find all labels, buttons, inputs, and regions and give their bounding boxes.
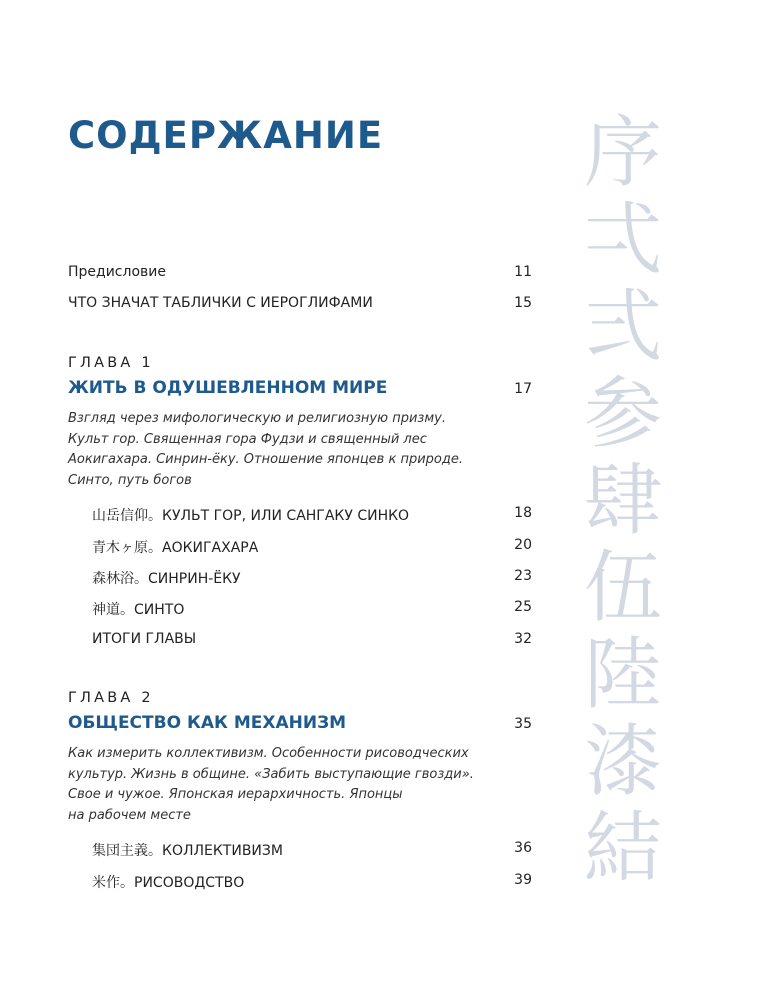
section-kanji: 森林浴。 (92, 571, 148, 587)
section-label: СИНТО (134, 602, 185, 618)
toc-section[interactable] (92, 599, 184, 619)
description-line: Синто, путь богов (68, 472, 192, 488)
toc-entry-tablets[interactable]: ЧТО ЗНАЧАТ ТАБЛИЧКИ С ИЕРОГЛИФАМИ (68, 295, 373, 311)
page-number: 20 (514, 537, 532, 553)
page-number: 18 (514, 505, 532, 521)
section-label: РИСОВОДСТВО (134, 875, 245, 891)
section-label: КОЛЛЕКТИВИЗМ (162, 843, 283, 859)
kanji-glyph: 結 (583, 804, 662, 894)
section-label: КУЛЬТ ГОР, ИЛИ САНГАКУ СИНКО (162, 508, 410, 524)
description-line: культур. Жизнь в общине. «Забить выступающие гвозди». (68, 766, 474, 782)
toc-section[interactable] (92, 505, 409, 525)
section-kanji: 集団主義。 (92, 843, 162, 859)
kanji-glyph: 漆 (583, 717, 662, 807)
section-kanji: 山岳信仰。 (92, 508, 162, 524)
page-number: 15 (514, 295, 532, 311)
section-kanji: 神道。 (92, 602, 134, 618)
section-kanji: 青木ヶ原。 (92, 540, 162, 556)
page-number: 17 (514, 381, 532, 397)
chapter-label: ГЛАВА 1 (68, 355, 154, 371)
chapter-description (68, 409, 468, 491)
description-line: на рабочем месте (68, 807, 191, 823)
description-line: Взгляд через мифологическую и религиозную призму. (68, 411, 446, 426)
kanji-glyph: 伍 (583, 543, 662, 633)
kanji-glyph: 序 (583, 108, 662, 198)
toc-section[interactable] (92, 840, 283, 860)
decorative-kanji-column (578, 110, 668, 893)
kanji-glyph: 肆 (583, 456, 662, 546)
page-number: 32 (514, 631, 532, 647)
toc-section[interactable] (92, 631, 196, 647)
chapter-label: ГЛАВА 2 (68, 690, 154, 706)
section-label: АОКИГАХАРА (162, 540, 259, 556)
section-label: ИТОГИ ГЛАВЫ (92, 631, 197, 647)
page-number: 23 (514, 568, 532, 584)
description-line: Как измерить коллективизм. Особенности рисоводческих (68, 746, 469, 761)
chapter-title[interactable]: ЖИТЬ В ОДУШЕВЛЕННОМ МИРЕ (68, 378, 388, 398)
description-line: Культ гор. Священная гора Фудзи и священный лес (68, 431, 427, 447)
chapter-description (68, 744, 474, 826)
toc-section[interactable] (92, 872, 244, 892)
page-number: 11 (514, 264, 532, 280)
kanji-glyph: 弍 (583, 282, 662, 372)
toc-section[interactable] (92, 537, 258, 557)
description-line: Свое и чужое. Японская иерархичность. Японцы (68, 787, 403, 802)
page-number: 25 (514, 599, 532, 615)
section-label: СИНРИН-ЁКУ (148, 571, 241, 587)
chapter-title[interactable]: ОБЩЕСТВО КАК МЕХАНИЗМ (68, 713, 347, 733)
kanji-glyph: 弌 (583, 195, 662, 285)
toc-section[interactable] (92, 568, 241, 588)
page-number: 35 (514, 716, 532, 732)
page-number: 39 (514, 872, 532, 888)
page-number: 36 (514, 840, 532, 856)
section-kanji: 米作。 (92, 875, 134, 891)
kanji-glyph: 陸 (583, 630, 662, 720)
page-title: СОДЕРЖАНИЕ (68, 114, 384, 157)
toc-entry-preface[interactable]: Предисловие (68, 264, 166, 280)
kanji-glyph: 参 (583, 369, 662, 459)
description-line: Аокигахара. Синрин-ёку. Отношение японцев к природе. (68, 452, 463, 467)
